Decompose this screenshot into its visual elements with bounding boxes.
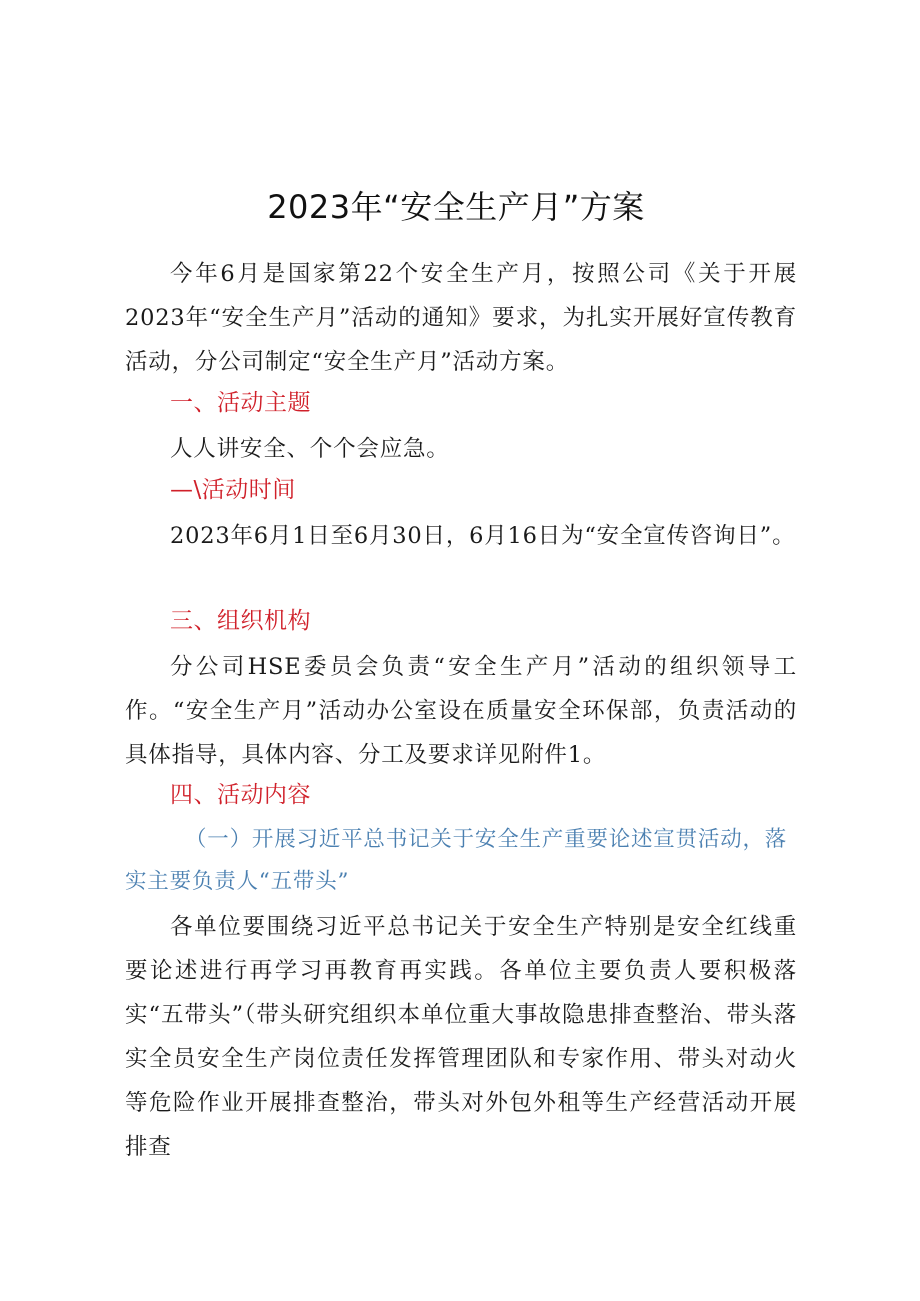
section-3-heading: 三、组织机构 xyxy=(170,608,311,634)
section-4-heading: 四、活动内容 xyxy=(170,782,311,808)
section-3-body: 分公司HSE委员会负责“安全生产月”活动的组织领导工作。“安全生产月”活动办公室设在质量安全环保部，负责活动的具体指导，具体内容、分工及要求详见附件1。 xyxy=(125,654,797,768)
section-2-body: 2023年6月1日至6月30日，6月16日为“安全宣传咨询日”。 xyxy=(170,523,796,549)
document-title: 2023年“安全生产月”方案 xyxy=(267,188,645,226)
section-1-heading: 一、活动主题 xyxy=(170,390,311,416)
section-4-subheading: （一）开展习近平总书记关于安全生产重要论述宣贯活动，落实主要负责人“五带头” xyxy=(125,827,788,894)
section-2-heading: —\活动时间 xyxy=(170,477,296,503)
section-1-body: 人人讲安全、个个会应急。 xyxy=(170,436,450,462)
section-4-body: 各单位要围绕习近平总书记关于安全生产特别是安全红线重要论述进行再学习再教育再实践。各单位主要负责人要积极落实“五带头”（带头研究组织本单位重大事故隐患排查整治、带头落实全员安全生产岗位责任发挥管理团队和专家作用、带头对动火等危险作业开展排查整治，带头对外包外租等生产经营活动开展排查 xyxy=(125,914,797,1160)
intro-paragraph: 今年6月是国家第22个安全生产月，按照公司《关于开展2023年“安全生产月”活动的通知》要求，为扎实开展好宣传教育活动，分公司制定“安全生产月”活动方案。 xyxy=(125,261,797,375)
